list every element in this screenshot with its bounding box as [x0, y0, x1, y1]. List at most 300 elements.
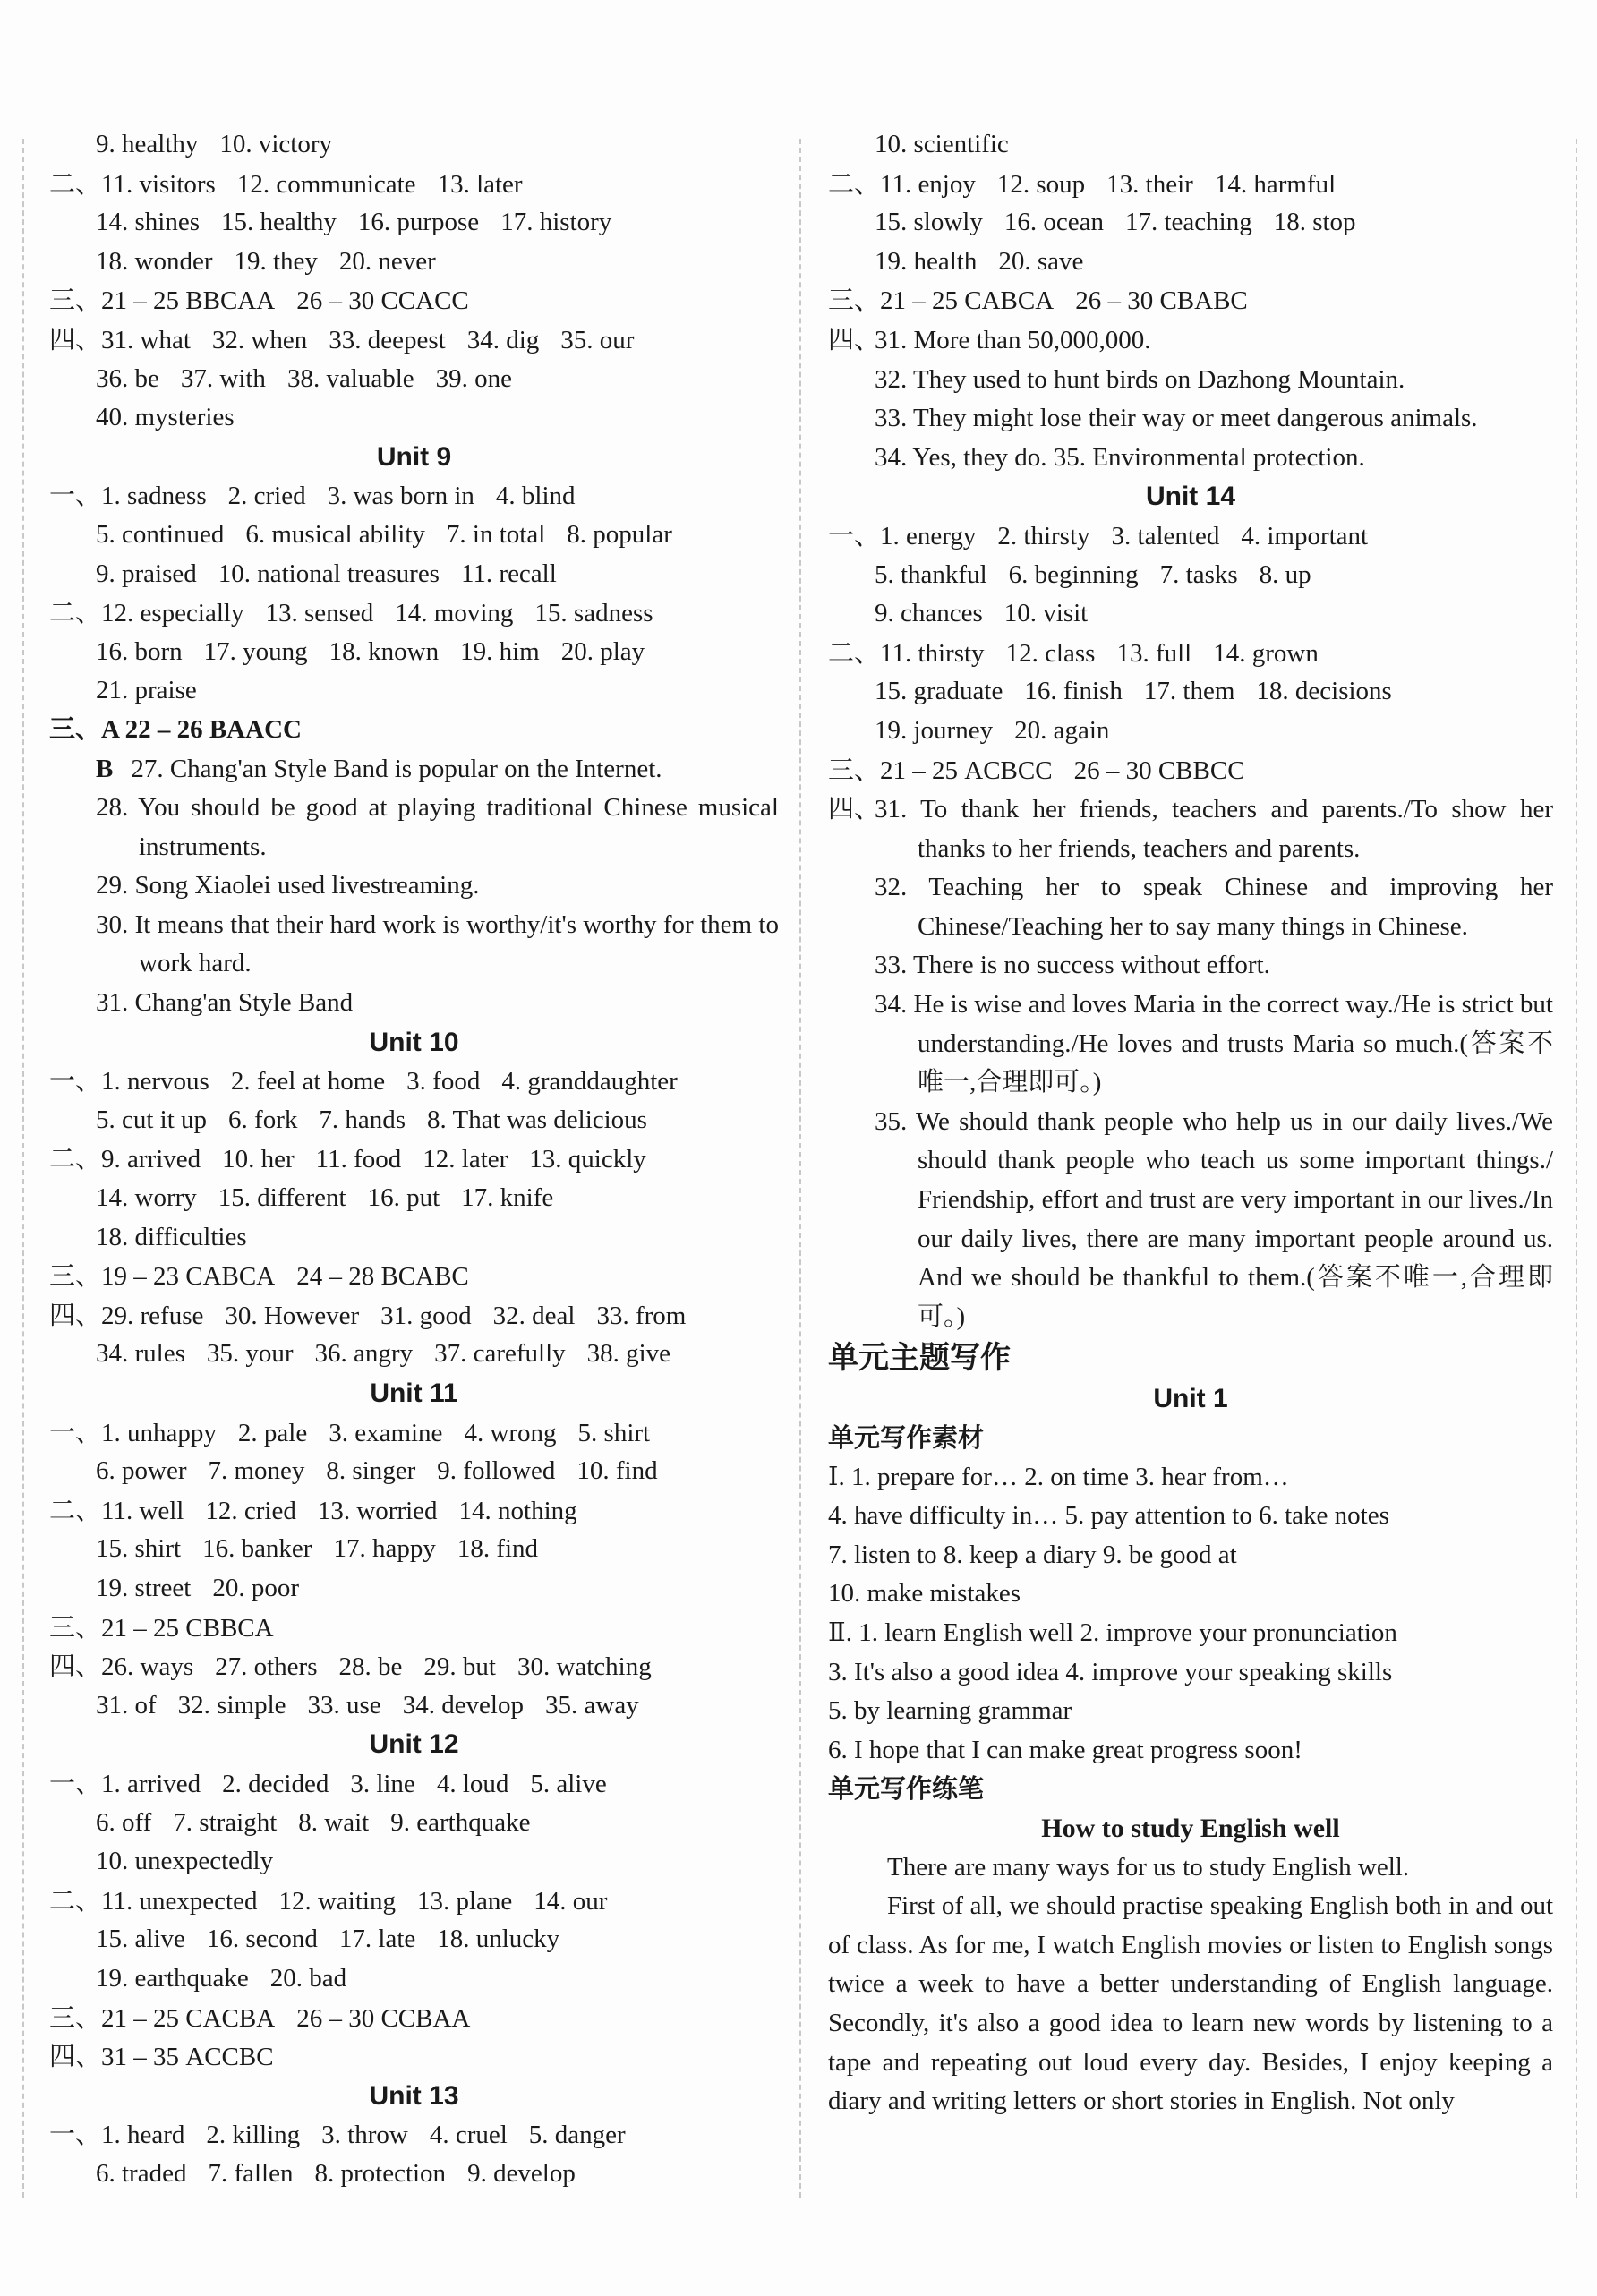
answer-item: 12. soup	[996, 169, 1086, 199]
section-marker: 二、	[49, 1143, 102, 1174]
answer-item: 21 – 25 BBCAA	[101, 286, 276, 316]
section-marker: 四、	[828, 323, 881, 354]
unit12-answers	[49, 1764, 779, 2077]
answer-item: 5. shirt	[577, 1418, 651, 1447]
answer-item: 14. harmful	[1214, 169, 1337, 199]
material-line: Ⅰ. 1. prepare for… 2. on time 3. hear from…	[828, 1462, 1289, 1491]
answer-line	[49, 1959, 779, 1999]
writing-practice-title: 单元写作练笔	[828, 1773, 985, 1805]
answer-item: 5. danger	[528, 2121, 626, 2150]
answer-item: 1. arrived	[101, 1769, 201, 1798]
sentence-answer	[828, 790, 1553, 868]
material-line: 4. have difficulty in… 5. pay attention to 6. take notes	[828, 1501, 1389, 1531]
answer-item: 13. full	[1116, 638, 1192, 668]
answer-item: 24 – 28 BCABC	[296, 1262, 469, 1292]
answer-item: 7. tasks	[1159, 559, 1238, 589]
answer-item: 15. healthy	[221, 208, 337, 237]
section-marker: 四、	[49, 1651, 102, 1682]
answer-line	[828, 712, 1553, 751]
section-marker: 一、	[828, 519, 881, 551]
answer-item: 30. watching	[517, 1652, 652, 1682]
answer-item: 16. finish	[1024, 677, 1123, 706]
material-line: 7. listen to 8. keep a diary 9. be good at	[828, 1540, 1237, 1569]
answer-item: 18. difficulties	[96, 1222, 247, 1251]
answer-line	[828, 125, 1553, 165]
answer-line	[49, 516, 779, 555]
answer-item: 10. scientific	[875, 130, 1009, 158]
answer-item: 2. feel at home	[230, 1067, 386, 1097]
answer-item: 15. graduate	[875, 677, 1003, 706]
section-marker: 二、	[828, 636, 881, 668]
answer-item: 15. shirt	[96, 1534, 182, 1564]
unit9-reading-a: 三、A 22 – 26 BAACC	[49, 714, 302, 744]
answer-line	[828, 516, 1553, 556]
section-marker: 一、	[49, 1416, 102, 1447]
answer-item: 20. bad	[269, 1963, 347, 1993]
answer-item: 3. examine	[329, 1418, 443, 1447]
answer-item: 20. save	[998, 246, 1084, 276]
answer-item: 19 – 23 CABCA	[101, 1262, 276, 1292]
answer-item: 17. them	[1143, 677, 1235, 706]
answer-item: 19. earthquake	[96, 1963, 249, 1993]
answer-item: 14. worry	[96, 1183, 197, 1213]
answer-item: 37. carefully	[434, 1339, 566, 1369]
answer-line	[49, 1257, 779, 1296]
answer-item: 13. plane	[416, 1886, 513, 1916]
answer-text: 29. Song Xiaolei used livestreaming.	[96, 871, 480, 900]
sentence-answer	[828, 399, 1553, 439]
answer-item: 16. second	[206, 1925, 318, 1954]
answer-line	[828, 243, 1553, 282]
answer-line	[49, 1609, 779, 1648]
material-line: 5. by learning grammar	[828, 1696, 1072, 1726]
left-column	[49, 125, 779, 2193]
answer-line	[49, 1139, 779, 1179]
answer-item: 13. sensed	[265, 599, 374, 628]
answer-line	[828, 556, 1553, 595]
answer-text: 35. We should thank people who help us in our daily lives./We should thank people who teach us some important things./ Friendship, effort and trust are very important in our lives./In our daily lives, there are many important people around us. And we should be thankful to them.(答案不唯一,合理即可。)	[875, 1106, 1553, 1331]
answer-item: 31. good	[380, 1301, 472, 1330]
answer-item: 9. healthy	[96, 130, 199, 158]
answer-line	[49, 1179, 779, 1218]
answer-item: 21 – 25 ACBCC	[880, 755, 1053, 785]
answer-item: 39. one	[435, 363, 513, 393]
answer-item: 31 – 35 ACCBC	[101, 2043, 274, 2072]
answer-text: 31. More than 50,000,000.	[875, 325, 1151, 354]
answer-item: 18. find	[457, 1534, 539, 1564]
answer-item: 18. decisions	[1256, 677, 1392, 706]
writing-material-title: 单元写作素材	[828, 1422, 985, 1453]
answer-item: 17. young	[203, 636, 308, 666]
answer-item: 11. unexpected	[101, 1886, 258, 1916]
answer-item: 5. alive	[530, 1769, 607, 1798]
answer-item: 10. victory	[219, 130, 333, 158]
unit11-answers	[49, 1413, 779, 1726]
answer-item: 21. praise	[96, 676, 197, 705]
answer-item: 40. mysteries	[96, 403, 235, 432]
answer-line	[49, 398, 779, 438]
answer-item: 13. quickly	[529, 1145, 646, 1174]
answer-item: 9. chances	[875, 599, 983, 628]
section-marker: 二、	[49, 1494, 102, 1525]
answer-item: 19. street	[96, 1573, 192, 1602]
section-marker: 二、	[49, 1884, 102, 1916]
answer-item: 9. followed	[437, 1456, 556, 1486]
answer-item: 11. enjoy	[880, 169, 976, 199]
answer-item: 29. but	[423, 1652, 496, 1682]
answer-line	[49, 1764, 779, 1804]
unit8-tail	[49, 125, 779, 438]
answer-line	[828, 594, 1553, 634]
answer-line	[49, 2155, 779, 2194]
answer-item: 18. stop	[1273, 208, 1356, 237]
answer-item: 18. known	[329, 636, 440, 666]
answer-item: 21 – 25 CACBA	[101, 2003, 276, 2033]
answer-item: 7. fallen	[208, 2158, 294, 2188]
answer-item: 4. granddaughter	[501, 1067, 678, 1097]
answer-item: 36. be	[96, 363, 159, 393]
section-marker: 一、	[49, 1065, 102, 1097]
answer-line	[49, 1491, 779, 1531]
essay-paragraph: First of all, we should practise speaking English both in and out of class. As for me, I watch English movies or listen to English songs twice a week to have a better understanding of English language. Secondly, it's also a good idea to learn new words by listening to a tape and repeating out loud every day. Besides, I enjoy keeping a diary and writing letters or short stories in English. Not only	[828, 1891, 1553, 2116]
answer-item: 1. energy	[880, 521, 977, 551]
answer-line	[49, 1413, 779, 1453]
answer-line	[49, 593, 779, 633]
answer-item: 19. him	[460, 636, 540, 666]
answer-item: 12. class	[1005, 638, 1096, 668]
answer-item: 11. food	[315, 1145, 402, 1174]
answer-item: 4. wrong	[464, 1418, 557, 1447]
answer-item: 34. dig	[466, 325, 540, 354]
answer-item: 8. singer	[326, 1456, 416, 1486]
answer-item: 21 – 25 CABCA	[880, 286, 1055, 316]
answer-item: 14. nothing	[458, 1496, 577, 1525]
answer-item: 13. their	[1106, 169, 1193, 199]
unit-14-title: Unit 14	[1145, 482, 1236, 512]
answer-item: 4. loud	[436, 1769, 509, 1798]
answer-line	[828, 281, 1553, 320]
answer-text: 33. There is no success without effort.	[875, 951, 1270, 980]
answer-line	[49, 203, 779, 243]
answer-line	[49, 1296, 779, 1336]
answer-line	[49, 1218, 779, 1258]
answer-item: 17. late	[338, 1925, 416, 1954]
answer-item: 4. important	[1241, 521, 1369, 551]
answer-text: 31. To thank her friends, teachers and parents./To show her thanks to her friends, teachers and parents.	[875, 795, 1553, 863]
answer-item: 26. ways	[101, 1652, 194, 1682]
answer-item: 11. recall	[460, 559, 557, 588]
answer-line	[49, 2037, 779, 2077]
sentence-answer	[828, 868, 1553, 946]
answer-item: 2. killing	[206, 2121, 301, 2150]
answer-line	[49, 1530, 779, 1569]
answer-item: 17. history	[500, 208, 612, 237]
answer-item: 16. banker	[202, 1534, 312, 1564]
essay-body	[828, 1848, 1553, 2121]
answer-item: 33. use	[307, 1690, 381, 1720]
unit13-tail	[828, 125, 1553, 320]
column-divider	[799, 139, 801, 2198]
answer-item: 17. knife	[461, 1183, 554, 1213]
answer-item: 20. poor	[212, 1573, 299, 1602]
answer-item: 31. what	[101, 325, 191, 354]
answer-item: 14. our	[534, 1886, 608, 1916]
section-marker: 四、	[49, 2041, 102, 2072]
answer-line	[49, 1842, 779, 1882]
answer-line	[49, 1569, 779, 1609]
answer-text: 32. They used to hunt birds on Dazhong Mountain.	[875, 364, 1405, 394]
answer-item: 26 – 30 CCBAA	[296, 2003, 471, 2033]
right-column	[828, 125, 1553, 2121]
answer-item: 38. give	[586, 1339, 671, 1369]
answer-item: 35. away	[545, 1690, 639, 1720]
section-marker: 四、	[49, 1299, 102, 1330]
answer-item: 5. cut it up	[96, 1105, 208, 1134]
answer-item: 9. develop	[467, 2158, 576, 2188]
section-marker: 三、	[828, 285, 881, 316]
answer-item: 7. hands	[319, 1105, 406, 1134]
answer-line	[49, 1062, 779, 1101]
answer-item: 10. visit	[1003, 599, 1089, 628]
sentence-answer	[828, 1103, 1553, 1337]
answer-item: 16. put	[367, 1183, 440, 1213]
section-marker: 一、	[49, 2119, 102, 2150]
section-marker: 三、	[49, 1260, 102, 1292]
answer-item: 15. slowly	[875, 208, 983, 237]
answer-item: 27. others	[215, 1652, 318, 1682]
answer-item: 6. off	[96, 1807, 152, 1837]
unit-10-title: Unit 10	[369, 1027, 459, 1057]
answer-item: 9. praised	[96, 559, 197, 588]
answer-item: 21 – 25 CBBCA	[101, 1613, 274, 1643]
answer-item: 15. sadness	[534, 599, 653, 628]
answer-item: 14. grown	[1213, 638, 1319, 668]
answer-text: 27. Chang'an Style Band is popular on the Internet.	[131, 754, 662, 783]
answer-text: 31. Chang'an Style Band	[96, 988, 354, 1018]
answer-item: 9. arrived	[101, 1145, 201, 1174]
answer-item: 12. later	[423, 1145, 508, 1174]
answer-item: 2. cried	[227, 482, 306, 511]
answer-item: 1. unhappy	[101, 1418, 217, 1447]
answer-item: 10. find	[576, 1456, 658, 1486]
answer-item: 18. unlucky	[437, 1925, 560, 1954]
answer-item: 32. when	[211, 325, 308, 354]
answer-item: 4. cruel	[429, 2121, 508, 2150]
answer-item: 17. teaching	[1124, 208, 1252, 237]
answer-line	[49, 281, 779, 320]
answer-line	[49, 1647, 779, 1686]
answer-item: 3. throw	[321, 2121, 408, 2150]
answer-item: 20. again	[1014, 715, 1110, 745]
answer-line	[828, 634, 1553, 673]
answer-item: 3. line	[350, 1769, 415, 1798]
answer-item: 12. communicate	[236, 169, 416, 199]
answer-line	[49, 1920, 779, 1959]
writing-material-list	[828, 1458, 1553, 1771]
answer-line	[828, 203, 1553, 243]
answer-line	[49, 1999, 779, 2038]
answer-item: 6. power	[96, 1456, 187, 1486]
unit14-q4	[828, 790, 1553, 1336]
unit-11-title: Unit 11	[370, 1378, 458, 1408]
answer-line	[49, 476, 779, 516]
answer-item: 26 – 30 CBBCC	[1073, 755, 1245, 785]
answer-item: 1. heard	[101, 2121, 185, 2150]
answer-item: 33. deepest	[329, 325, 446, 354]
unit10-answers	[49, 1062, 779, 1374]
answer-item: 1. nervous	[101, 1067, 209, 1097]
sentence-answer	[828, 320, 1553, 361]
unit13-q4	[828, 320, 1553, 477]
section-marker: 二、	[49, 597, 102, 628]
answer-text: 28. You should be good at playing traditional Chinese musical instruments.	[96, 793, 779, 861]
answer-item: 26 – 30 CBABC	[1075, 286, 1248, 316]
material-line: 10. make mistakes	[828, 1579, 1021, 1609]
reading-answer	[49, 789, 779, 866]
answer-item: 35. your	[206, 1339, 294, 1369]
answer-item: 36. angry	[314, 1339, 414, 1369]
sentence-answer	[828, 439, 1553, 478]
answer-item: 15. different	[218, 1183, 346, 1213]
essay-title: How to study English well	[1041, 1813, 1340, 1843]
unit14-answers	[828, 516, 1553, 790]
answer-item: 16. purpose	[357, 208, 480, 237]
answer-item: 16. born	[96, 636, 183, 666]
answer-item: 14. moving	[395, 599, 514, 628]
unit-9-title: Unit 9	[376, 441, 452, 472]
answer-text: 34. He is wise and loves Maria in the correct way./He is strict but understanding./He loves and trusts Maria so much.(答案不唯一,合理即可。)	[875, 990, 1553, 1097]
reading-answer	[49, 906, 779, 984]
answer-item: 13. later	[437, 169, 523, 199]
section-marker: 四、	[49, 323, 102, 354]
answer-item: 19. health	[875, 246, 978, 276]
reading-b-label: B	[96, 754, 114, 783]
answer-item: 4. blind	[495, 482, 576, 511]
left-margin-rule	[22, 139, 24, 2198]
answer-item: 10. her	[222, 1145, 295, 1174]
answer-item: 15. alive	[96, 1925, 185, 1954]
section-marker: 一、	[49, 480, 102, 511]
answer-item: 20. play	[560, 636, 645, 666]
material-line: Ⅱ. 1. learn English well 2. improve your pronunciation	[828, 1617, 1397, 1647]
answer-item: 11. thirsty	[880, 638, 985, 668]
answer-item: 3. was born in	[327, 482, 474, 511]
answer-item: 7. straight	[173, 1807, 278, 1837]
answer-item: 11. well	[101, 1496, 184, 1525]
section-marker: 三、	[828, 754, 881, 785]
answer-text: 34. Yes, they do. 35. Environmental protection.	[875, 442, 1365, 472]
answer-item: 33. from	[596, 1301, 687, 1330]
answer-item: 18. wonder	[96, 246, 213, 276]
reading-answer	[49, 866, 779, 906]
answer-item: 34. develop	[402, 1690, 524, 1720]
answer-item: 26 – 30 CCACC	[296, 286, 469, 316]
right-margin-rule	[1576, 139, 1577, 2198]
answer-line	[49, 1335, 779, 1374]
answer-line	[49, 633, 779, 672]
answer-line	[49, 320, 779, 360]
essay-paragraph: There are many ways for us to study English well.	[887, 1852, 1410, 1882]
answer-item: 3. food	[406, 1067, 481, 1097]
sentence-answer	[828, 946, 1553, 986]
answer-line	[49, 243, 779, 282]
answer-item: 2. pale	[237, 1418, 308, 1447]
answer-line	[828, 751, 1553, 790]
unit9-reading-b	[49, 750, 779, 1023]
answer-item: 11. visitors	[101, 169, 216, 199]
answer-text: 30. It means that their hard work is worthy/it's worthy for them to work hard.	[96, 909, 779, 978]
sentence-answer	[828, 986, 1553, 1103]
answer-item: 9. earthquake	[390, 1807, 531, 1837]
answer-item: 1. sadness	[101, 482, 207, 511]
answer-line	[49, 360, 779, 399]
answer-item: 8. up	[1259, 559, 1311, 589]
answer-item: 8. protection	[314, 2158, 447, 2188]
answer-text: 33. They might lose their way or meet dangerous animals.	[875, 404, 1478, 433]
answer-line	[49, 2115, 779, 2155]
answer-item: 8. That was delicious	[427, 1105, 647, 1134]
answer-line	[49, 1804, 779, 1843]
writing-section-title: 单元主题写作	[828, 1340, 1011, 1377]
section-marker: 二、	[828, 167, 881, 199]
answer-item: 28. be	[338, 1652, 403, 1682]
answer-item: 14. shines	[96, 208, 200, 237]
unit9-answers	[49, 476, 779, 711]
section-marker: 二、	[49, 167, 102, 199]
answer-item: 3. talented	[1111, 521, 1220, 551]
answer-line	[49, 165, 779, 204]
answer-item: 5. thankful	[875, 559, 987, 589]
answer-line	[49, 1686, 779, 1726]
answer-item: 34. rules	[96, 1339, 185, 1369]
answer-item: 30. However	[225, 1301, 360, 1330]
answer-item: 5. continued	[96, 519, 225, 549]
section-marker: 三、	[49, 2002, 102, 2033]
answer-line	[49, 1101, 779, 1140]
section-marker: 四、	[828, 793, 881, 824]
answer-line	[828, 672, 1553, 712]
answer-line	[49, 1452, 779, 1491]
answer-item: 12. waiting	[278, 1886, 396, 1916]
material-line: 3. It's also a good idea 4. improve your speaking skills	[828, 1657, 1393, 1686]
answer-item: 6. beginning	[1008, 559, 1139, 589]
section-marker: 三、	[49, 1611, 102, 1643]
answer-line	[49, 125, 779, 165]
answer-item: 2. decided	[222, 1769, 329, 1798]
answer-item: 7. money	[208, 1456, 305, 1486]
reading-answer	[49, 984, 779, 1023]
answer-item: 12. especially	[101, 599, 244, 628]
answer-item: 20. never	[338, 246, 436, 276]
reading-answer	[49, 750, 779, 790]
answer-item: 17. happy	[333, 1534, 436, 1564]
answer-item: 31. of	[96, 1690, 157, 1720]
writing-unit-title: Unit 1	[1153, 1384, 1228, 1414]
answer-line	[49, 1882, 779, 1921]
answer-item: 2. thirsty	[997, 521, 1090, 551]
unit-12-title: Unit 12	[369, 1729, 459, 1760]
answer-item: 13. worried	[317, 1496, 438, 1525]
answer-item: 10. unexpectedly	[96, 1847, 274, 1876]
answer-line	[49, 671, 779, 711]
answer-item: 10. national treasures	[218, 559, 440, 588]
unit-13-title: Unit 13	[369, 2080, 459, 2111]
answer-item: 6. fork	[228, 1105, 298, 1134]
section-marker: 三、	[49, 285, 102, 316]
sentence-answer	[828, 361, 1553, 400]
material-line: 6. I hope that I can make great progress soon!	[828, 1735, 1302, 1764]
answer-item: 32. deal	[492, 1301, 576, 1330]
